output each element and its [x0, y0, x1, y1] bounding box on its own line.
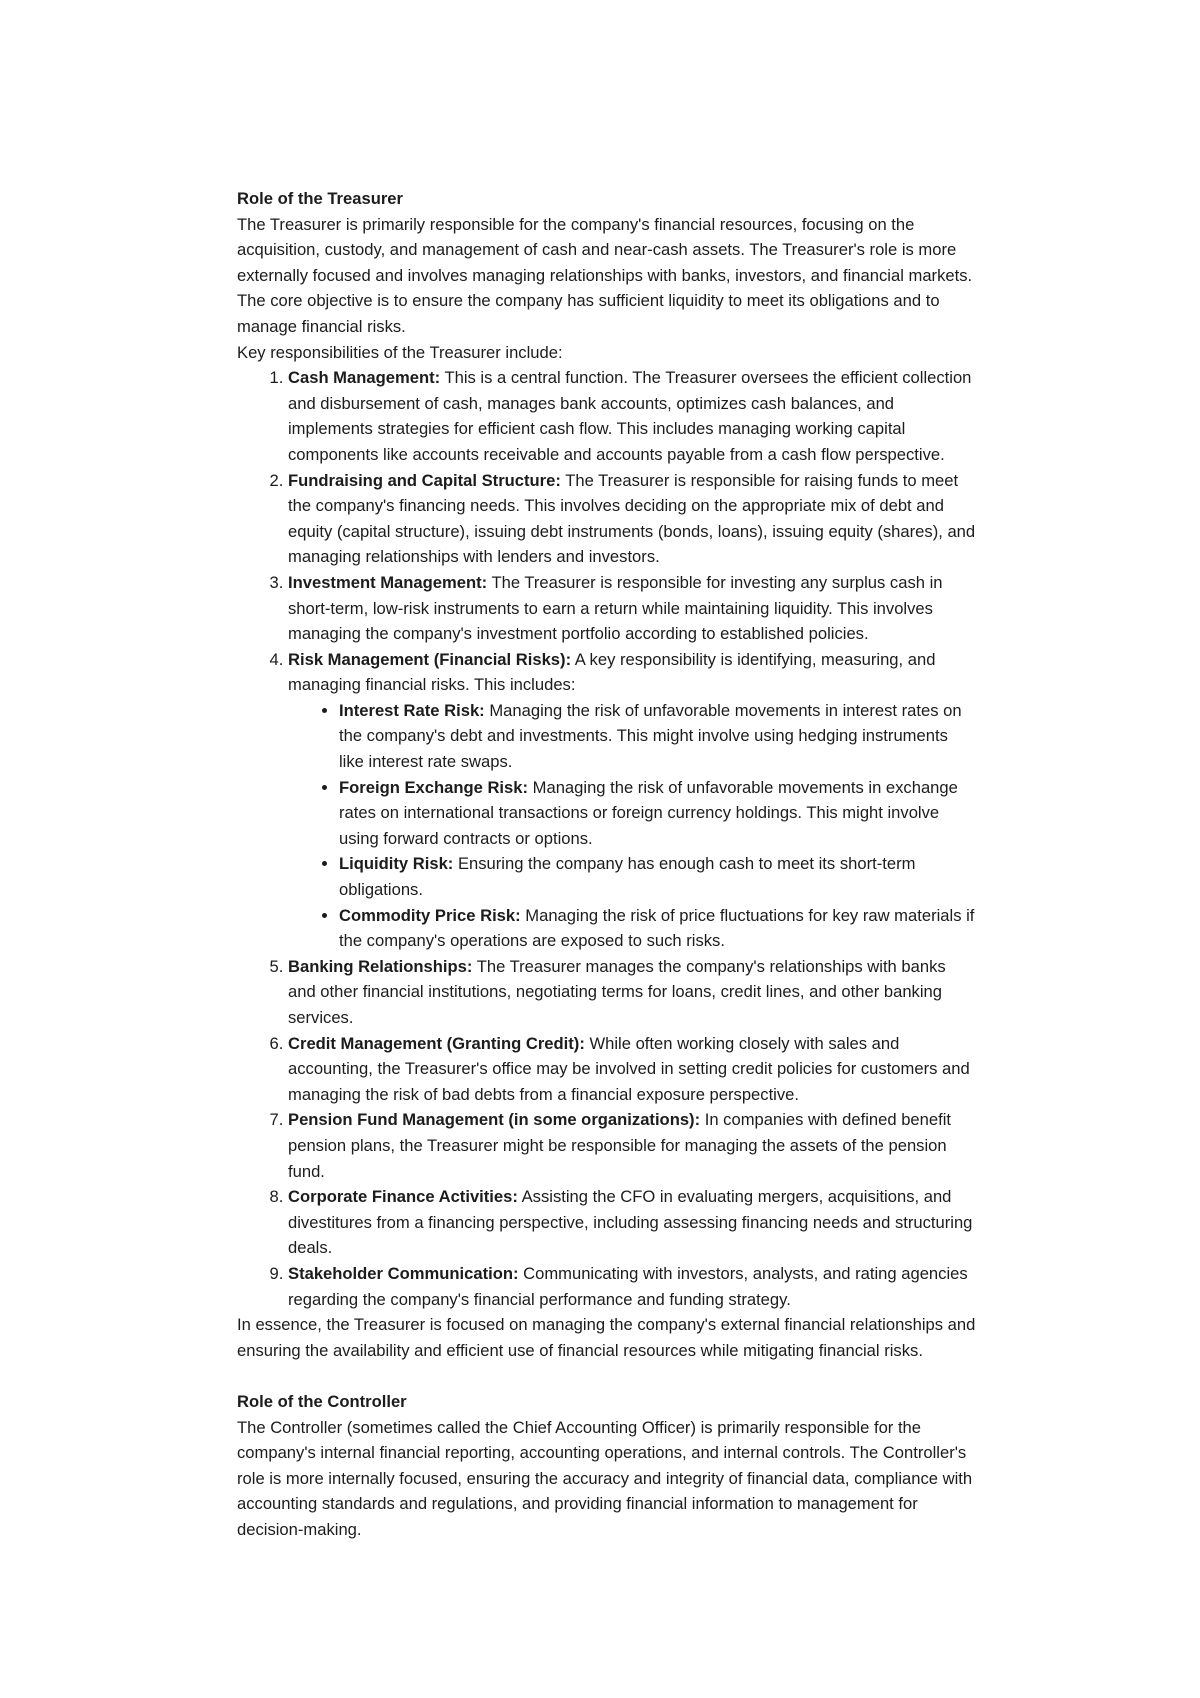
list-item	[288, 954, 977, 1031]
sub-item-title: Commodity Price Risk:	[339, 905, 521, 925]
item-text: This is a central function. The Treasurer oversees the efficient collection and disbursement of cash, manages bank accounts, optimizes cash balances, and implements strategies for efficient cash flow. This includes managing working capital components like accounts receivable and accounts payable from a cash flow perspective.	[288, 368, 972, 464]
financial-risks-list	[288, 698, 977, 954]
list-item	[288, 365, 977, 467]
item-title: Corporate Finance Activities:	[288, 1187, 518, 1207]
item-title: Fundraising and Capital Structure:	[288, 470, 561, 490]
treasurer-list-lead: Key responsibilities of the Treasurer include:	[237, 342, 563, 362]
sub-list-item	[339, 698, 977, 775]
item-title: Pension Fund Management (in some organizations):	[288, 1110, 701, 1130]
item-text: The Treasurer is responsible for raising funds to meet the company's financing needs. This involves deciding on the appropriate mix of debt and equity (capital structure), issuing debt instruments (bonds, loans), issuing equity (shares), and managing relationships with lenders and investors.	[288, 470, 976, 567]
sub-item-text: Managing the risk of unfavorable movements in interest rates on the company's debt and investments. This might involve using hedging instruments like interest rate swaps.	[339, 700, 962, 772]
treasurer-responsibilities-list	[237, 365, 977, 1312]
sub-item-title: Foreign Exchange Risk:	[339, 777, 529, 797]
item-text: Communicating with investors, analysts, and rating agencies regarding the company's financial performance and funding strategy.	[288, 1263, 968, 1309]
sub-item-text: Ensuring the company has enough cash to meet its short-term obligations.	[339, 854, 916, 900]
list-item	[288, 1261, 977, 1312]
treasurer-intro: The Treasurer is primarily responsible for the company's financial resources, focusing on the acquisition, custody, and management of cash and near-cash assets. The Treasurer's role is more externally focused and involves managing relationships with banks, investors, and financial markets. The core objective is to ensure the company has sufficient liquidity to meet its obligations and to manage financial risks.	[237, 214, 973, 336]
sub-item-text: Managing the risk of unfavorable movements in exchange rates on international transactions or foreign currency holdings. This might involve using forward contracts or options.	[339, 777, 958, 848]
sub-item-title: Liquidity Risk:	[339, 854, 454, 874]
list-item	[288, 1184, 977, 1261]
sub-list-item	[339, 775, 977, 852]
item-title: Investment Management:	[288, 572, 488, 592]
item-text: The Treasurer manages the company's relationships with banks and other financial institutions, negotiating terms for loans, credit lines, and other banking services.	[288, 956, 946, 1027]
item-text: Assisting the CFO in evaluating mergers, acquisitions, and divestitures from a financing perspective, including assessing financing needs and structuring deals.	[288, 1187, 973, 1258]
item-text: While often working closely with sales and accounting, the Treasurer's office may be involved in setting credit policies for customers and managing the risk of bad debts from a financial exposure perspective.	[288, 1033, 970, 1104]
list-item	[288, 1031, 977, 1108]
controller-intro: The Controller (sometimes called the Chief Accounting Officer) is primarily responsible for the company's internal financial reporting, accounting operations, and internal controls. The Controller's role is more internally focused, ensuring the accuracy and integrity of financial data, compliance with accounting standards and regulations, and providing financial information to management for decision-making.	[237, 1417, 973, 1539]
item-title: Cash Management:	[288, 368, 441, 388]
item-title: Risk Management (Financial Risks):	[288, 649, 572, 669]
treasurer-summary: In essence, the Treasurer is focused on managing the company's external financial relationships and ensuring the availability and efficient use of financial resources while mitigating financial risks.	[237, 1315, 976, 1360]
item-text: In companies with defined benefit pension plans, the Treasurer might be responsible for managing the assets of the pension fund.	[288, 1110, 952, 1181]
item-title: Credit Management (Granting Credit):	[288, 1033, 585, 1053]
section-spacer	[237, 1363, 977, 1389]
sub-item-text: Managing the risk of price fluctuations for key raw materials if the company's operations are exposed to such risks.	[339, 905, 975, 951]
sub-list-item	[339, 903, 977, 954]
list-item	[288, 1107, 977, 1184]
controller-heading: Role of the Controller	[237, 1391, 407, 1411]
treasurer-heading: Role of the Treasurer	[237, 189, 403, 208]
item-text: A key responsibility is identifying, measuring, and managing financial risks. This includes:	[288, 649, 936, 695]
sub-item-title: Interest Rate Risk:	[339, 700, 485, 720]
item-title: Banking Relationships:	[288, 956, 473, 976]
document-page	[237, 186, 977, 1542]
list-item	[288, 647, 977, 954]
item-title: Stakeholder Communication:	[288, 1263, 519, 1283]
list-item	[288, 570, 977, 647]
list-item	[288, 468, 977, 570]
sub-list-item	[339, 851, 977, 902]
item-text: The Treasurer is responsible for investing any surplus cash in short-term, low-risk instruments to earn a return while maintaining liquidity. This involves managing the company's investment portfolio according to established policies.	[288, 572, 943, 644]
